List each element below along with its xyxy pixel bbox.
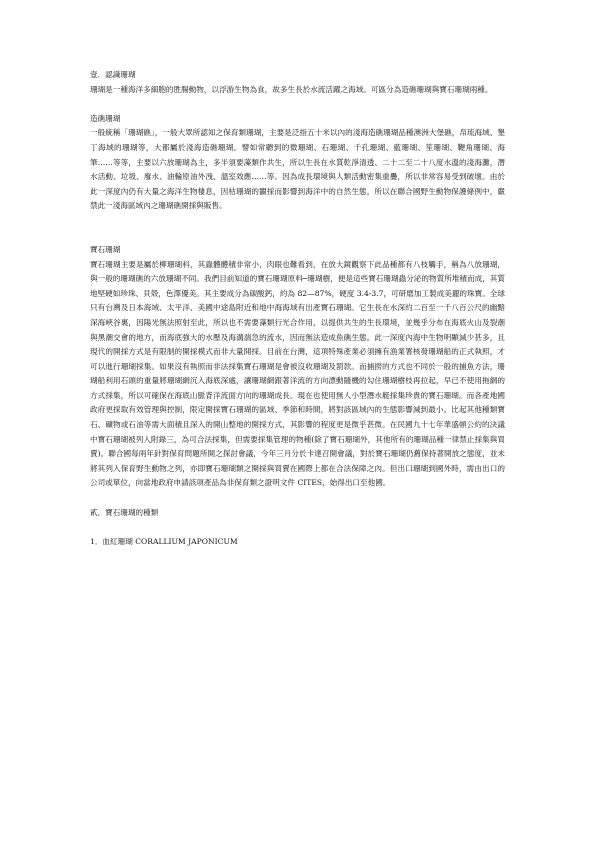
section-heading-intro: 壹．認識珊瑚 xyxy=(90,70,136,79)
spacer xyxy=(90,97,505,112)
spacer xyxy=(90,214,505,243)
section-heading-coral-types: 貳．寶石珊瑚的種類 xyxy=(90,507,159,517)
list-item-blood-red-coral: 1．血紅珊瑚 CORALLIUM JAPONICUM xyxy=(90,536,238,546)
section-heading-gem-coral: 寶石珊瑚 xyxy=(90,244,121,254)
spacer xyxy=(90,520,505,535)
paragraph-reef-coral: 一般統稱「珊瑚礁」，一般大眾所認知之保育類珊瑚，主要是泛指五十米以內的淺海造礁珊瑚品種澳洲大堡礁，帛琉海域、墾丁海域的珊瑚等，大都屬於淺海造礁珊瑚。譬如常聽到的微珊瑚、石珊瑚、千孔珊瑚、藍珊瑚、笙珊瑚、鞭角珊瑚、海筆……等等，主要以六放珊瑚為主，多半須要藻類作共生，所以生長在水質乾淨清透、二十二至二十八度水溫的淺海灘，潛水活動、垃圾、廢水、油輪原油外洩、溫室效應……等。因為成長環境與人類活動密集重疊，所以非常容易受到破壞。由於此一深度內仍有大量之海洋生物棲息，因枯珊瑚的闢採而影響到海洋中的自然生態，所以在聯合國野生動物保護條例中，嚴禁此一淺海區域內之珊瑚礁開採與販售。 xyxy=(90,128,505,211)
section-heading-reef-coral: 造礁珊瑚 xyxy=(90,113,121,123)
document-page xyxy=(90,68,505,549)
paragraph-gem-coral: 寶石珊瑚主要是屬於柳珊瑚科，其蟲體體積非常小，肉眼也難看到，在放大鏡觀察下此品種都有八枝觸手，稱為八放珊瑚，與一般的珊瑚礁的六放珊瑚不同。我們目前知道的寶石珊瑚原料─珊瑚樹，便是這些寶石珊瑚蟲分泌的物質所堆積而成，其質地堅硬如珍珠、貝殼，色澤優美。其主要成分為碳酸鈣，約為 82—87%，硬度 3.4-3.7，可研磨加工製成美麗的珠寶。全球只有台灣及日本海域、太平洋、美國中途島附近和地中海海域有出產寶石珊瑚。它生長在水深約二百至一千八百公尺的幽黯深海峽谷裏，因陽光無法照射至此，所以也不需要藻類行光合作用，以提供共生的生長環境，並幾乎分布在海底火山及裂潮與黑潮交會的地方，而海底強大的水壓及海溝湍急的流水，因而無法造成魚礁生態。此一深度內海中生物明顯減少甚多，且現代的開採方式是有限制的開採模式而非大量開採。目前在台灣，這項特殊產業必須擁有漁業署核發珊瑚船的正式執照，才可以進行珊瑚採集。如果沒有執照而非法採集寶石珊瑚是會被沒收珊瑚及罰款。而捕撈的方式也不同於一般的捕魚方法，珊瑚船利用石頭的重量將珊瑚網沉入海底深處，讓珊瑚網跟著洋流的方向漂動隨機的勾住珊瑚樹枝再拉起，早已不使用拖網的方式採集，所以可確保在海底山脈背洋流面方向的珊瑚成長。現在也使用無人小型潛水艇採集珍貴的寶石珊瑚。而各產地國政府更採取有效管理與控制，限定開採寶石珊瑚的區域、季節和時間，將對該區域內的生態影響減到最小。比起其他種類寶石、礦物或石油等需大面積且深入的開山整地的開採方式，其影響的程度更是微乎甚微。在民國九十七年華盛頓公約的決議中寶石珊瑚被列入附錄三，為可合法採集，但需要採集管理的物種(除了寶石珊瑚外，其他所有的珊瑚品種一律禁止採集與買賣)。聯合國每兩年針對保育問題所開之探討會議，今年三月分於卡達召開會議，對於寶石珊瑚仍舊保持著開放之態度，並未將其列入保育野生動物之列，亦即寶石珊瑚類之開採與買賣在國際上都在合法保障之內。但出口珊瑚到國外時，需由出口的公司或單位，向當地政府申請該項產品為非保育類之證明文件 CITES，始得出口至他國。 xyxy=(90,259,505,488)
paragraph-intro: 珊瑚是一種海洋多細胞的胜腸動物，以浮游生物為食，故多生長於水流活躍之海域。可區分為造礁珊瑚與寶石珊瑚兩種。 xyxy=(90,84,493,94)
spacer xyxy=(90,491,505,506)
